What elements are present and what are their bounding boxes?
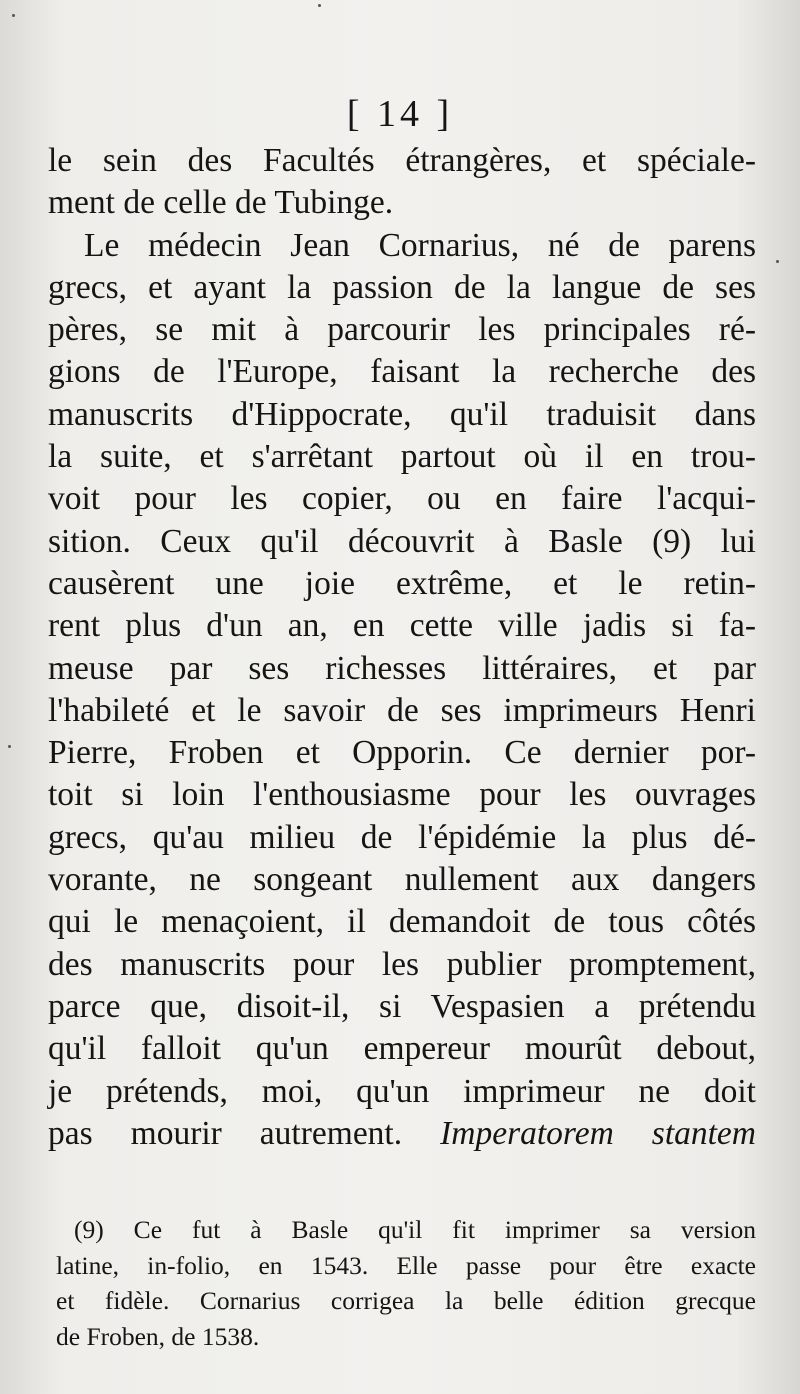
paper-speck — [8, 745, 11, 748]
text-line: grecs, et ayant la passion de la langue de ses — [48, 268, 756, 306]
text-line: voit pour les copier, ou en faire l'acqui- — [48, 480, 756, 518]
text-line: qu'il falloit qu'un empereur mourût debout, — [48, 1030, 756, 1068]
text-line: manuscrits d'Hippocrate, qu'il traduisit dans — [48, 395, 756, 433]
text-line: causèrent une joie extrême, et le retin- — [48, 564, 756, 602]
roman-text: pas mourir autrement. — [48, 1114, 403, 1152]
text-line: je prétends, moi, qu'un imprimeur ne doit — [48, 1072, 756, 1110]
text-line: toit si loin l'enthousiasme pour les ouvrages — [48, 776, 756, 814]
text-line: sition. Ceux qu'il découvrit à Basle (9) lui — [48, 522, 756, 560]
text-line: parce que, disoit-il, si Vespasien a prétendu — [48, 987, 756, 1025]
text-line-last — [48, 1113, 756, 1155]
text-line: la suite, et s'arrêtant partout où il en trou- — [48, 438, 756, 476]
text-line: grecs, qu'au milieu de l'épidémie la plus dé- — [48, 818, 756, 856]
text-line: gions de l'Europe, faisant la recherche des — [48, 353, 756, 391]
text-line: Pierre, Froben et Opporin. Ce dernier por- — [48, 734, 756, 772]
latin-quote: Imperatorem stantem — [440, 1114, 756, 1152]
text-line: des manuscrits pour les publier promptement, — [48, 945, 756, 983]
text-line: pères, se mit à parcourir les principales ré- — [48, 311, 756, 349]
footnote-line: (9) Ce fut à Basle qu'il fit imprimer sa version — [74, 1215, 756, 1244]
paper-speck — [12, 14, 15, 17]
text-line: rent plus d'un an, en cette ville jadis si fa- — [48, 607, 756, 645]
text-line: meuse par ses richesses littéraires, et par — [48, 649, 756, 687]
body-text — [48, 140, 756, 1155]
footnote-line: de Froben, de 1538. — [56, 1321, 260, 1351]
footnote-line: latine, in-folio, en 1543. Elle passe pour être exacte — [56, 1250, 756, 1280]
footnote — [56, 1212, 756, 1354]
text-line: l'habileté et le savoir de ses imprimeurs Henri — [48, 691, 756, 729]
text-line: vorante, ne songeant nullement aux dangers — [48, 861, 756, 899]
text-line: le sein des Facultés étrangères, et spéciale- — [48, 142, 756, 179]
page-number: [ 14 ] — [346, 93, 454, 135]
footnote-line: et fidèle. Cornarius corrigea la belle édition grecque — [56, 1286, 756, 1315]
paper-speck — [318, 4, 321, 7]
text-line: Le médecin Jean Cornarius, né de parens — [84, 226, 756, 264]
text-line: qui le menaçoient, il demandoit de tous côtés — [48, 903, 756, 941]
text-line: ment de celle de Tubinge. — [48, 184, 394, 222]
paper-speck — [776, 260, 779, 263]
